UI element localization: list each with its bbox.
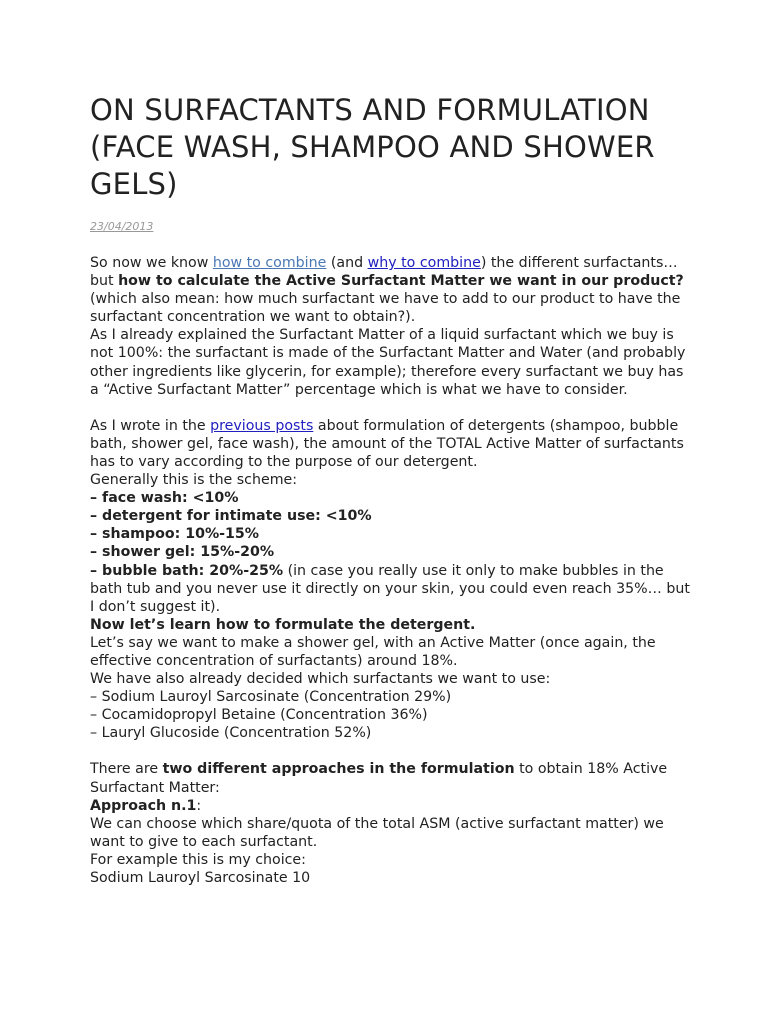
scheme-intro: Generally this is the scheme: — [90, 472, 298, 489]
learn-heading: Now let’s learn how to formulate the detergent. — [90, 616, 476, 633]
intro-text-3: ) the different surfactants… but — [90, 255, 678, 290]
approach-text-1: There are — [90, 761, 163, 778]
how-to-combine-link[interactable]: how to combine — [212, 255, 327, 271]
intro-question: how to calculate the Active Surfactant Matter we want in our product? — [118, 273, 684, 290]
scheme-paragraph — [90, 417, 690, 743]
scheme-item-intimate: – detergent for intimate use: <10% — [90, 508, 372, 525]
scheme-item-face-wash: – face wash: <10% — [90, 490, 239, 507]
article-title: ON SURFACTANTS AND FORMULATION (FACE WASH, SHAMPOO AND SHOWER GELS) — [90, 93, 655, 201]
why-to-combine-link[interactable]: why to combine — [367, 255, 481, 271]
surfactant-item-sls: – Sodium Lauroyl Sarcosinate (Concentration 29%) — [90, 689, 452, 706]
approach-paragraph — [90, 760, 690, 887]
surfactants-decided: We have also already decided which surfactants we want to use: — [90, 671, 551, 688]
intro-paragraph — [90, 254, 690, 399]
approach-1-colon: : — [196, 797, 202, 814]
intro-text-4: (which also mean: how much surfactant we have to add to our product to have the surfactant concentration we want to obtain?). — [90, 291, 681, 326]
scheme-text-2: about formulation of detergents (shampoo, bubble bath, shower gel, face wash), the amount of the TOTAL Active Matter of surfactants has to vary according to the purpose of our detergent. — [90, 417, 684, 470]
scheme-item-shower-gel: – shower gel: 15%-20% — [90, 544, 275, 561]
approach-1-description: We can choose which share/quota of the total ASM (active surfactant matter) we want to give to each surfactant. — [90, 815, 664, 850]
surfactant-item-capb: – Cocamidopropyl Betaine (Concentration 36%) — [90, 707, 428, 724]
post-date[interactable]: 23/04/2013 — [90, 220, 154, 233]
scheme-text-1: As I wrote in the — [90, 417, 211, 434]
two-approaches: two different approaches in the formulation — [162, 761, 515, 778]
approach-text-2: to obtain 18% Active Surfactant Matter: — [90, 761, 668, 796]
scheme-item-bubble-bath: – bubble bath: 20%-25% — [90, 562, 284, 579]
intro-text-2: (and — [326, 255, 368, 271]
previous-posts-link[interactable]: previous posts — [210, 417, 314, 434]
article — [90, 92, 690, 887]
my-choice-intro: For example this is my choice: — [90, 851, 306, 868]
surfactant-item-lg: – Lauryl Glucoside (Concentration 52%) — [90, 725, 372, 742]
intro-text-1: So now we know — [90, 255, 213, 271]
bubble-bath-note: (in case you really use it only to make bubbles in the bath tub and you never use it directly on your skin, you could even reach 35%… but I don’t suggest it). — [90, 562, 690, 615]
shower-gel-example: Let’s say we want to make a shower gel, with an Active Matter (once again, the effective concentration of surfactants) around 18%. — [90, 634, 656, 669]
approach-1-heading: Approach n.1 — [90, 797, 197, 814]
choice-sls: Sodium Lauroyl Sarcosinate 10 — [90, 870, 311, 886]
scheme-item-shampoo: – shampoo: 10%-15% — [90, 526, 260, 543]
surfactant-matter-explanation: As I already explained the Surfactant Matter of a liquid surfactant which we buy is not 100%: the surfactant is made of the Surfactant Matter and Water (and probably other ingredients like glycerin, for example); therefore every surfactant we buy has a “Active Surfactant Matter” percentage which is what we have to consider. — [90, 327, 686, 398]
